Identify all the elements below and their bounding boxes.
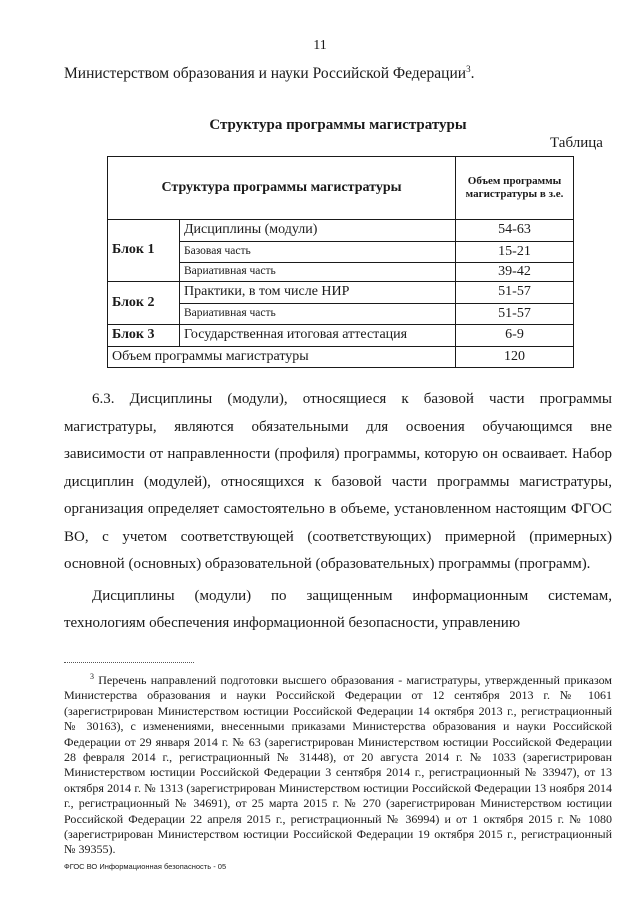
intro-text: Министерством образования и науки Российской Федерации [64,65,467,83]
header-structure: Структура программы магистратуры [108,157,456,220]
total-label: Объем программы магистратуры [108,347,456,368]
footnote [64,669,612,858]
row-label: Вариативная часть [180,304,456,325]
table-row [108,220,574,242]
row-label: Вариативная часть [180,263,456,282]
block-2-label: Блок 2 [108,282,180,325]
body-text [64,386,612,638]
table-header-row [108,157,574,220]
page-number: 11 [313,38,327,53]
footnote-text: Перечень направлений подготовки высшего образования - магистратуры, утвержденный приказом Министерства образования и науки Российской Федерации от 12 сентября 2013 г. № 1061 (зарегистрирован Министерством юстиции Российской Федерации 14 октября 2013 г., регистрационный № 30163), с изменениями, внесенными приказами Министерства образования и науки Российской Федерации от 29 января 2014 г. № 63 (зарегистрирован Министерством юстиции Российской Федерации 28 февраля 2014 г., регистрационный № 31448), от 20 августа 2014 г. № 1033 (зарегистрирован Министерством юстиции Российской Федерации 3 сентября 2014 г., регистрационный № 33947), от 13 октября 2014 г. № 1313 (зарегистрирован Министерством юстиции Российской Федерации 13 ноября 2014 г., регистрационный № 34691), от 25 марта 2015 г. № 270 (зарегистрирован Министерством юстиции Российской Федерации 22 апреля 2015 г., регистрационный № 36994) и от 1 октября 2015 г. № 1080 (зарегистрирован Министерством юстиции Российской Федерации 19 октября 2015 г., регистрационный № 39355). [64,673,612,857]
row-value: 54-63 [456,220,574,242]
row-value: 15-21 [456,242,574,263]
row-label: Дисциплины (модули) [180,220,456,242]
row-value: 51-57 [456,304,574,325]
block-3-label: Блок 3 [108,325,180,347]
intro-period: . [470,65,475,83]
paragraph-disciplines: Дисциплины (модули) по защищенным информационным системам, технологиям обеспечения информационной безопасности, управлению [64,587,612,631]
table-title: Структура программы магистратуры [209,117,467,133]
footnote-marker: 3 [90,672,94,681]
intro-line [64,64,474,83]
row-value: 51-57 [456,282,574,304]
page-footer: ФГОС ВО Информационная безопасность - 05 [64,862,227,871]
table-row [108,325,574,347]
row-label: Базовая часть [180,242,456,263]
row-value: 6-9 [456,325,574,347]
table-row [108,282,574,304]
footnote-separator [64,662,194,663]
header-volume: Объем программы магистратуры в з.е. [456,157,574,220]
table-total-row [108,347,574,368]
program-structure-table [107,156,574,368]
total-value: 120 [456,347,574,368]
table-caption: Таблица [550,135,603,151]
footnote-reference[interactable]: 3 [466,64,471,74]
row-label: Государственная итоговая аттестация [180,325,456,347]
row-label: Практики, в том числе НИР [180,282,456,304]
block-1-label: Блок 1 [108,220,180,282]
row-value: 39-42 [456,263,574,282]
paragraph-6-3: 6.3. Дисциплины (модули), относящиеся к базовой части программы магистратуры, являются обязательными для освоения обучающимся вне зависимости от направленности (профиля) программы, которую он осваивает. Набор дисциплин (модулей), относящихся к базовой части программы магистратуры, организация определяет самостоятельно в объеме, установленном настоящим ФГОС ВО, с учетом соответствующей (соответствующих) примерной (примерных) основной (основных) образовательной (образовательных) программы (программ). [64,391,612,572]
